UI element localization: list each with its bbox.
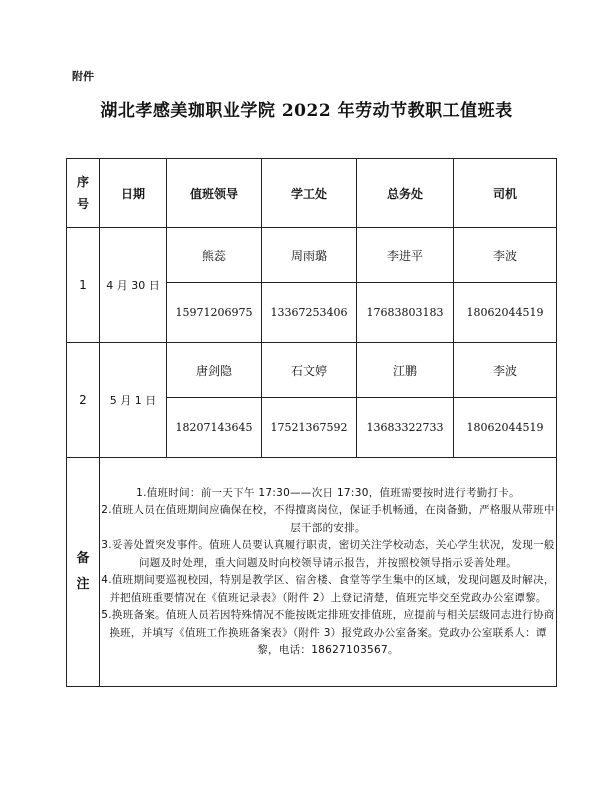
column-header-date: 日期 xyxy=(100,159,167,228)
table-row xyxy=(67,228,557,283)
row-date: 4 月 30 日 xyxy=(100,228,167,343)
table-row xyxy=(67,343,557,398)
notes-row xyxy=(67,458,557,687)
student-affairs-phone: 17521367592 xyxy=(262,398,357,458)
leader-phone: 18207143645 xyxy=(167,398,262,458)
leader-name: 熊蕊 xyxy=(167,228,262,283)
attachment-label: 附件 xyxy=(72,70,94,83)
row-index: 1 xyxy=(67,228,100,343)
note-item: 4.值班期间要巡视校园，特别是教学区、宿舍楼、食堂等学生集中的区域，发现问题及时解决，并把值班重要情况在《值班记录表》（附件 2）上登记清楚，值班完毕交至党政办公室谭黎。 xyxy=(101,574,555,604)
note-item: 2.值班人员在值班期间应确保在校，不得擅离岗位，保证手机畅通，在岗备勤，严格服从带班中层干部的安排。 xyxy=(101,504,555,534)
note-item: 5.换班备案。值班人员若因特殊情况不能按既定排班安排值班，应提前与相关层级同志进行协商换班，并填写《值班工作换班备案表》（附件 3）报党政办公室备案。党政办公室联系人：谭黎，电话：18627103567。 xyxy=(101,609,555,656)
driver-phone: 18062044519 xyxy=(454,398,557,458)
duty-table xyxy=(66,158,557,687)
notes-body xyxy=(100,458,557,687)
notes-label xyxy=(67,458,100,687)
row-date: 5 月 1 日 xyxy=(100,343,167,458)
student-affairs-name: 周雨璐 xyxy=(262,228,357,283)
driver-phone: 18062044519 xyxy=(454,283,557,343)
general-affairs-phone: 17683803183 xyxy=(357,283,454,343)
driver-name: 李波 xyxy=(454,343,557,398)
column-header-seq xyxy=(67,159,100,228)
general-affairs-name: 江鹏 xyxy=(357,343,454,398)
row-index: 2 xyxy=(67,343,100,458)
general-affairs-name: 李进平 xyxy=(357,228,454,283)
leader-name: 唐剑隐 xyxy=(167,343,262,398)
column-header-student-affairs: 学工处 xyxy=(262,159,357,228)
notes-label-top: 备 xyxy=(76,551,90,566)
note-item: 3.妥善处置突发事件。值班人员要认真履行职责，密切关注学校动态，关心学生状况，发现一般问题及时处理，重大问题及时向校领导请示报告，并按照校领导指示妥善处理。 xyxy=(101,539,555,569)
seq-header-bottom: 号 xyxy=(76,197,89,211)
student-affairs-phone: 13367253406 xyxy=(262,283,357,343)
notes-label-bottom: 注 xyxy=(76,577,90,592)
table-header-row xyxy=(67,159,557,228)
note-item: 1.值班时间：前一天下午 17:30——次日 17:30，值班需要按时进行考勤打卡。 xyxy=(136,486,520,499)
column-header-leader: 值班领导 xyxy=(167,159,262,228)
column-header-driver: 司机 xyxy=(454,159,557,228)
column-header-general-affairs: 总务处 xyxy=(357,159,454,228)
page-title: 湖北孝感美珈职业学院 2022 年劳动节教职工值班表 xyxy=(100,101,513,121)
student-affairs-name: 石文婷 xyxy=(262,343,357,398)
driver-name: 李波 xyxy=(454,228,557,283)
seq-header-top: 序 xyxy=(76,175,89,189)
leader-phone: 15971206975 xyxy=(167,283,262,343)
general-affairs-phone: 13683322733 xyxy=(357,398,454,458)
